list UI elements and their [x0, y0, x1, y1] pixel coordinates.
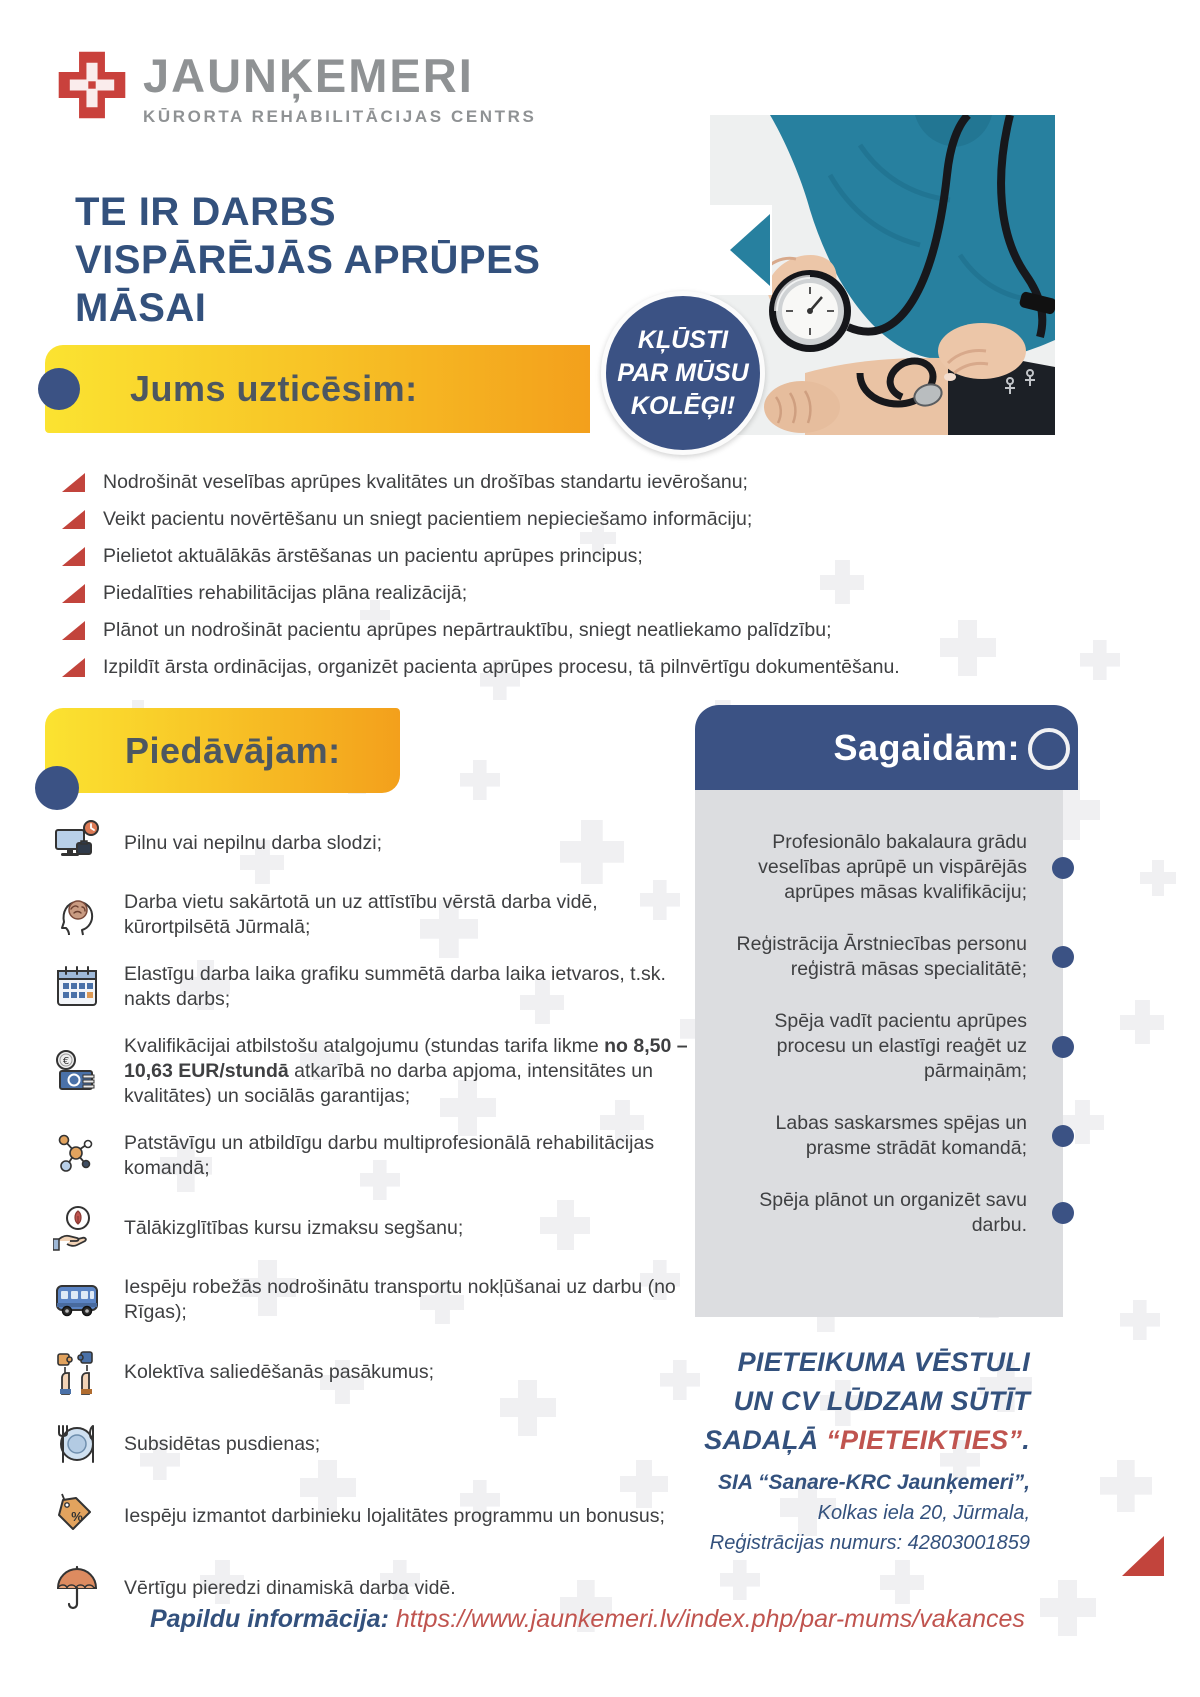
expectation-text: Profesionālo bakalaura grādu veselības aprūpē un vispārējās aprūpes māsas kvalifikāciju; [758, 831, 1027, 903]
bus-icon [52, 1275, 102, 1325]
title-line-1: TE IR DARBS [75, 190, 337, 234]
company-address: Kolkas iela 20, Jūrmala, [817, 1502, 1030, 1524]
expectation-item [715, 1009, 1027, 1084]
badge-line-3: KOLĒĢI! [630, 391, 736, 420]
logo-cross-icon [55, 48, 129, 122]
duty-text: Plānot un nodrošināt pacientu aprūpes nepārtrauktību, sniegt neatliekamo palīdzību; [103, 619, 832, 641]
offer-text: Pilnu vai nepilnu darba slodzi; [124, 831, 382, 854]
offer-text: Darba vietu sakārtotā un uz attīstību vērstā darba vidē, kūrortpilsētā Jūrmalā; [124, 891, 598, 938]
logo [55, 48, 536, 127]
head-brain-icon [52, 890, 102, 940]
kolegi-badge [601, 291, 765, 455]
offer-item [52, 890, 712, 940]
company-reg-number: Reģistrācijas numurs: 42803001859 [709, 1532, 1030, 1554]
expectation-text: Spēja plānot un organizēt savu darbu. [759, 1189, 1027, 1236]
sagaidam-list [695, 790, 1063, 1317]
duty-item [62, 544, 942, 568]
header-dot-icon [1028, 728, 1070, 770]
offer-item [52, 1275, 712, 1325]
duty-text: Nodrošināt veselības aprūpes kvalitātes un drošības standartu ievērošanu; [103, 471, 748, 493]
offer-text: Subsidētas pusdienas; [124, 1432, 321, 1455]
apply-line-2: UN CV LŪDZAM SŪTĪT [733, 1386, 1030, 1416]
duty-text: Piedalīties rehabilitācijas plāna realizācijā; [103, 582, 468, 604]
banner-dot-icon [38, 368, 80, 410]
offer-text: Kolektīva saliedēšanās pasākumus; [124, 1360, 435, 1383]
duty-item [62, 470, 942, 494]
bullet-triangle-icon [62, 510, 85, 529]
offer-text: Vērtīgu pieredzi dinamiskā darba vidē. [124, 1576, 456, 1599]
offer-item [52, 1034, 712, 1109]
duties-list [62, 470, 942, 679]
bullet-triangle-icon [62, 473, 85, 492]
bullet-circle-icon [1052, 1125, 1074, 1147]
offer-item [52, 1131, 712, 1181]
offer-text: Tālākizglītības kursu izmaksu segšanu; [124, 1216, 464, 1239]
bullet-circle-icon [1052, 857, 1074, 879]
uzticesim-banner [45, 345, 590, 433]
teamwork-puzzle-icon [52, 1347, 102, 1397]
company-name: SIA “Sanare-KRC Jaunķemeri”, [718, 1471, 1030, 1494]
expectation-text: Spēja vadīt pacientu aprūpes procesu un elastīgi reaģēt uz pārmaiņām; [774, 1010, 1027, 1082]
offer-item [52, 1203, 712, 1253]
apply-line-1: PIETEIKUMA VĒSTULI [737, 1347, 1030, 1377]
badge-line-2: PAR MŪSU [617, 358, 749, 387]
meal-plate-icon [52, 1419, 102, 1469]
offer-item [52, 818, 712, 868]
uzticesim-heading: Jums uzticēsim: [130, 368, 418, 409]
hand-growth-icon [52, 1203, 102, 1253]
title-line-3: MĀSAI [75, 286, 207, 330]
expectation-item [715, 1111, 1027, 1161]
bullet-triangle-icon [62, 547, 85, 566]
bullet-triangle-icon [62, 621, 85, 640]
duty-text: Pielietot aktuālākās ārstēšanas un pacientu aprūpes principus; [103, 545, 643, 567]
banner-dot-icon [35, 766, 79, 810]
badge-line-1: KĻŪSTI [637, 325, 729, 354]
money-icon [52, 1047, 102, 1097]
bullet-triangle-icon [62, 584, 85, 603]
expectation-item [715, 830, 1027, 905]
company-info [610, 1468, 1030, 1558]
offer-item [52, 962, 712, 1012]
logo-subtitle: KŪRORTA REHABILITĀCIJAS CENTRS [143, 107, 537, 126]
discount-tag-icon [52, 1491, 102, 1541]
photo-diamond-notch [730, 214, 770, 286]
expectation-item [715, 932, 1027, 982]
offer-text: Iespēju izmantot darbinieku lojalitātes programmu un bonusus; [124, 1504, 665, 1527]
molecule-icon [52, 1131, 102, 1181]
offer-text: Patstāvīgu un atbildīgu darbu multiprofesionālā rehabilitācijas komandā; [124, 1132, 655, 1179]
apply-note [610, 1343, 1030, 1460]
calendar-icon [52, 962, 102, 1012]
sagaidam-heading: Sagaidām: [833, 726, 1020, 768]
duty-text: Veikt pacientu novērtēšanu un sniegt pacientiem nepieciešamo informāciju; [103, 508, 753, 530]
duty-item [62, 507, 942, 531]
svg-text:%: % [71, 1509, 83, 1524]
footer-label: Papildu informācija: [150, 1605, 389, 1633]
bullet-circle-icon [1052, 946, 1074, 968]
page-title [75, 188, 540, 332]
apply-line-3: SADAĻĀ “PIETEIKTIES”. [704, 1425, 1030, 1455]
duty-item [62, 581, 942, 605]
piedavajam-banner [45, 708, 400, 793]
vacancies-url[interactable]: https://www.jaunkemeri.lv/index.php/par-mums/vakances [395, 1605, 1025, 1633]
sagaidam-panel [695, 705, 1078, 1317]
corner-triangle-icon [1122, 1536, 1164, 1576]
expectation-item [715, 1188, 1027, 1238]
svg-text:€: € [62, 1055, 70, 1067]
bullet-triangle-icon [62, 658, 85, 677]
bullet-circle-icon [1052, 1202, 1074, 1224]
duty-item [62, 618, 942, 642]
duty-text: Izpildīt ārsta ordinācijas, organizēt pacienta aprūpes procesu, tā pilnvērtīgu dokumentēšanu. [103, 656, 900, 678]
logo-name: JAUNĶEMERI [143, 49, 474, 102]
expectation-text: Reģistrācija Ārstniecības personu reģistrā māsas specialitātē; [736, 933, 1027, 980]
expectation-text: Labas saskarsmes spējas un prasme strādāt komandā; [775, 1112, 1027, 1159]
sagaidam-header [695, 705, 1078, 790]
offer-text: Kvalifikācijai atbilstošu atalgojumu (stundas tarifa likme no 8,50 – 10,63 EUR/stundā atkarībā no darba apjoma, intensitātes un kvalitātes) un sociālās garantijas; [124, 1035, 688, 1107]
title-line-2: VISPĀRĒJĀS APRŪPES [75, 238, 541, 282]
bullet-circle-icon [1052, 1036, 1074, 1058]
footer [150, 1605, 1025, 1634]
offer-text: Elastīgu darba laika grafiku summētā darba laika ietvaros, t.sk. nakts darbs; [124, 963, 666, 1010]
computer-clock-icon [52, 818, 102, 868]
offer-text: Iespēju robežās nodrošinātu transportu nokļūšanai uz darbu (no Rīgas); [124, 1276, 676, 1323]
duty-item [62, 655, 942, 679]
umbrella-icon [52, 1563, 102, 1613]
piedavajam-heading: Piedāvājam: [125, 729, 341, 771]
apply-section-highlight: “PIETEIKTIES” [826, 1425, 1023, 1455]
